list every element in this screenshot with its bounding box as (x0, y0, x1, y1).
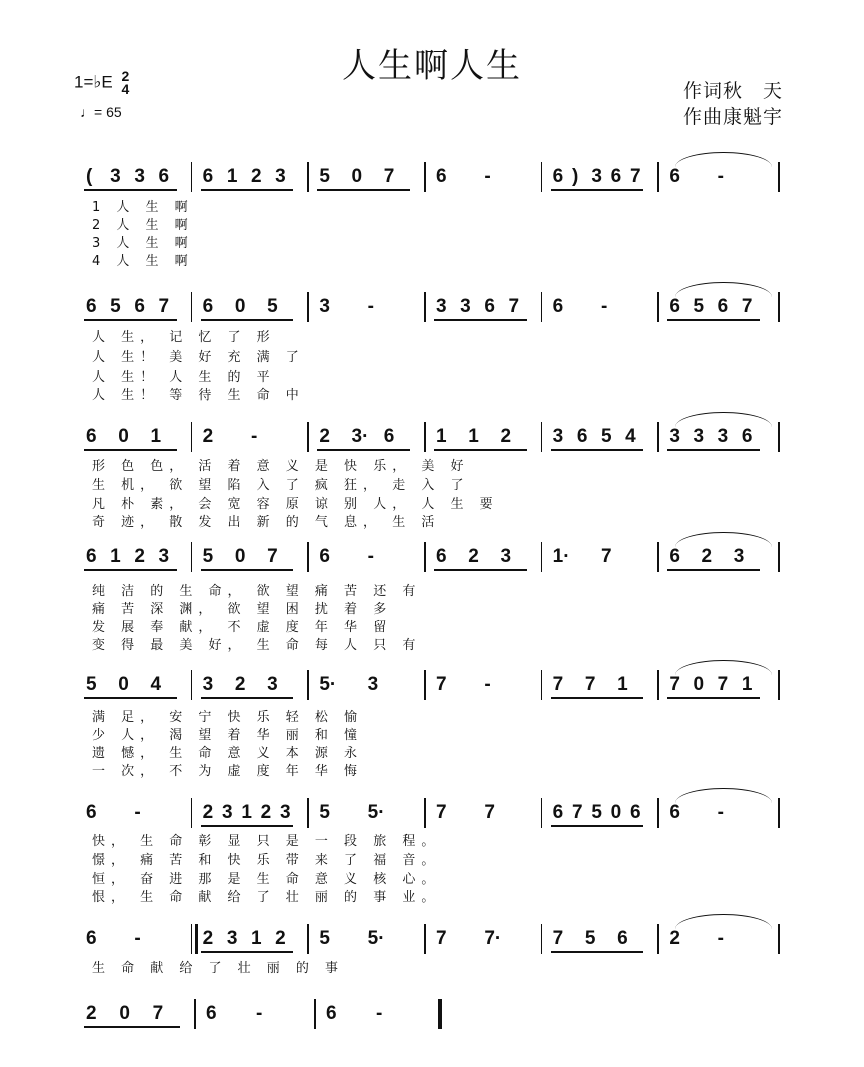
note: 3 (222, 802, 233, 823)
note: 6 (436, 166, 447, 187)
barline (424, 542, 426, 572)
barline (314, 999, 316, 1029)
barline (541, 542, 543, 572)
beam-underline (84, 697, 177, 699)
note: 6 (610, 166, 622, 187)
barline (778, 924, 780, 954)
note: 2 (234, 674, 246, 695)
note: 0 (610, 802, 622, 823)
lyric-line: 恨， 生 命 献 给 了 壮 丽 的 事 业。 (92, 890, 441, 905)
lyric-line: 生 机， 欲 望 陷 入 了 疯 狂， 走 入 了 (92, 478, 470, 493)
note: 6 (552, 296, 564, 317)
barline (657, 422, 659, 452)
note: 3 (267, 674, 278, 695)
beam-underline (201, 697, 294, 699)
note: 3 (693, 426, 705, 447)
note: 6 (552, 166, 564, 187)
score-system (0, 290, 864, 403)
barline (424, 670, 426, 700)
lyric-line: 凡 朴 素， 会 宽 容 原 谅 别 人， 人 生 要 (92, 497, 499, 512)
note: 3 (733, 546, 745, 567)
beam-underline (551, 697, 644, 699)
note: 5 (601, 426, 612, 447)
note: 3 (591, 166, 602, 187)
time-top: 2 (121, 68, 130, 84)
beam-underline (317, 449, 410, 451)
note: 3 (717, 426, 729, 447)
note: 6 (86, 546, 97, 567)
note: 1 (741, 674, 753, 695)
note: 3· (351, 426, 369, 447)
note: 7 (158, 296, 170, 317)
slur (675, 914, 772, 929)
note: 6 (158, 166, 170, 187)
note: 2 (701, 546, 713, 567)
key-signature (74, 70, 129, 96)
note: 5 (319, 802, 330, 823)
beam-underline (551, 951, 644, 953)
note: 5 (86, 674, 97, 695)
note: 7 (630, 166, 641, 187)
barline (307, 542, 309, 572)
note: 5 (267, 296, 278, 317)
barline (778, 542, 780, 572)
time-signature (121, 70, 129, 96)
note: 3 (158, 546, 170, 567)
note: 5 (693, 296, 705, 317)
barline (657, 542, 659, 572)
note: 5 (110, 296, 121, 317)
beam-underline (84, 189, 177, 191)
slur (675, 152, 772, 167)
barline (307, 924, 309, 954)
note: - (251, 426, 258, 447)
barline (657, 798, 659, 828)
repeat-barline (191, 924, 193, 954)
note: ( (86, 166, 93, 187)
lyric-line: 满 足， 安 宁 快 乐 轻 松 愉 (92, 710, 364, 725)
note: 7 (383, 166, 395, 187)
beam-underline (84, 449, 177, 451)
note: 7 (484, 802, 495, 823)
barline (541, 924, 543, 954)
lyric-line: 恒， 奋 进 那 是 生 命 意 义 核 心。 (92, 872, 441, 887)
slur (675, 788, 772, 803)
score-system (0, 997, 864, 1027)
barline (191, 670, 193, 700)
lyric-line: 痛 苦 深 渊， 欲 望 困 扰 着 多 (92, 602, 393, 617)
note: 6 (206, 1003, 217, 1024)
score-system (0, 922, 864, 976)
note: 6 (326, 1003, 337, 1024)
note: 7 (601, 546, 612, 567)
score-system (0, 796, 864, 905)
note: 7 (508, 296, 520, 317)
note: 6 (617, 928, 628, 949)
barline (778, 798, 780, 828)
beam-underline (434, 449, 527, 451)
note: - (484, 674, 491, 695)
barline (307, 670, 309, 700)
note: 1 (251, 928, 262, 949)
note: 2 (500, 426, 512, 447)
lyric-line: 少 人， 渴 望 着 华 丽 和 憧 (92, 728, 364, 743)
note: 2 (202, 928, 214, 949)
note: 1 (436, 426, 447, 447)
barline (307, 422, 309, 452)
beam-underline (667, 697, 760, 699)
note: 7 (572, 802, 583, 823)
note: 5· (367, 928, 385, 949)
note: 3 (460, 296, 471, 317)
note: 6 (202, 166, 214, 187)
note: 1· (552, 546, 570, 567)
lyric-line: 变 得 最 美 好， 生 命 每 人 只 有 (92, 638, 422, 653)
note: 7 (552, 674, 564, 695)
note: 0 (351, 166, 363, 187)
note: 6 (86, 928, 97, 949)
lyric-line: 形 色 色， 活 着 意 义 是 快 乐， 美 好 (92, 459, 470, 474)
final-barline (438, 999, 442, 1029)
note: 7 (584, 674, 596, 695)
note: 7 (152, 1003, 164, 1024)
note: 2 (468, 546, 479, 567)
note: 7 (436, 674, 447, 695)
beam-underline (201, 189, 294, 191)
barline (194, 999, 196, 1029)
barline (778, 292, 780, 322)
beam-underline (84, 569, 177, 571)
note: 3 (226, 928, 238, 949)
note: 3 (500, 546, 512, 567)
lyric-line: 3 人 生 啊 (92, 236, 194, 251)
note: 1 (150, 426, 162, 447)
note: 6 (86, 296, 97, 317)
lyric-line: 人 生！ 人 生 的 平 (92, 370, 276, 385)
slur (675, 660, 772, 675)
slur (675, 282, 772, 297)
note: 7 (669, 674, 680, 695)
note: 1 (241, 802, 252, 823)
note: 3 (134, 166, 145, 187)
barline (424, 292, 426, 322)
beam-underline (84, 319, 177, 321)
barline (307, 162, 309, 192)
slur (675, 412, 772, 427)
lyric-line: 2 人 生 啊 (92, 218, 194, 233)
note: 4 (625, 426, 636, 447)
score-system (0, 668, 864, 779)
barline (191, 798, 193, 828)
note: 5· (319, 674, 337, 695)
note: 4 (150, 674, 162, 695)
lyric-line: 快， 生 命 彰 显 只 是 一 段 旅 程。 (92, 834, 441, 849)
note: 7 (436, 802, 447, 823)
lyric-line: 奇 迹， 散 发 出 新 的 气 息， 生 活 (92, 515, 441, 530)
note: 7· (484, 928, 502, 949)
note: 6 (436, 546, 447, 567)
note: 1 (226, 166, 238, 187)
lyric-line: 4 人 生 啊 (92, 254, 194, 269)
note: 6 (86, 426, 97, 447)
barline (657, 924, 659, 954)
note: - (601, 296, 608, 317)
barline (541, 670, 543, 700)
note: 6 (552, 802, 564, 823)
beam-underline (551, 825, 644, 827)
note: 1 (617, 674, 628, 695)
note: - (484, 166, 491, 187)
beam-underline (434, 569, 527, 571)
lyricist-credit: 作词秋 天 (683, 80, 784, 102)
note: 6 (669, 166, 680, 187)
barline (778, 670, 780, 700)
beam-underline (84, 1026, 180, 1028)
barline (541, 798, 543, 828)
lyric-line: 人 生！ 美 好 充 满 了 (92, 350, 305, 365)
barline (657, 162, 659, 192)
note: - (256, 1003, 263, 1024)
barline (424, 162, 426, 192)
lyric-line: 发 展 奉 献， 不 虚 度 年 华 留 (92, 620, 393, 635)
note: 3 (280, 802, 291, 823)
note: 0 (119, 1003, 130, 1024)
note: 5 (319, 928, 330, 949)
beam-underline (201, 951, 294, 953)
note: 5 (202, 546, 214, 567)
beam-underline (667, 449, 760, 451)
note: 7 (741, 296, 753, 317)
note: 6 (669, 802, 680, 823)
note: 5· (367, 802, 385, 823)
note: - (367, 546, 374, 567)
note: - (717, 928, 724, 949)
barline (424, 924, 426, 954)
slur (675, 532, 772, 547)
note: 2 (251, 166, 262, 187)
beam-underline (201, 825, 294, 827)
barline (541, 422, 543, 452)
note: 3 (275, 166, 286, 187)
note: 6 (383, 426, 395, 447)
note: 7 (436, 928, 447, 949)
note: - (717, 166, 724, 187)
lyric-line: 一 次， 不 为 虚 度 年 华 悔 (92, 764, 364, 779)
note: 2 (134, 546, 145, 567)
note: 2 (202, 426, 214, 447)
barline (778, 422, 780, 452)
score-system (0, 540, 864, 653)
note: 2 (86, 1003, 97, 1024)
beam-underline (201, 319, 294, 321)
barline (778, 162, 780, 192)
note: 6 (202, 296, 214, 317)
note: 0 (693, 674, 705, 695)
note: - (134, 802, 141, 823)
note: 6 (576, 426, 588, 447)
barline (307, 798, 309, 828)
note: 7 (717, 674, 729, 695)
note: 3 (110, 166, 121, 187)
note: 6 (319, 546, 330, 567)
note: - (367, 296, 374, 317)
note: 3 (367, 674, 379, 695)
barline (191, 292, 193, 322)
note: 6 (669, 296, 680, 317)
note: 0 (118, 426, 129, 447)
beam-underline (317, 189, 410, 191)
note: 6 (630, 802, 641, 823)
note: 0 (118, 674, 129, 695)
barline (657, 292, 659, 322)
note: 3 (319, 296, 330, 317)
note: 2 (260, 802, 272, 823)
note: - (134, 928, 141, 949)
beam-underline (434, 319, 527, 321)
lyric-line: 1 人 生 啊 (92, 200, 194, 215)
note: 3 (436, 296, 447, 317)
lyric-line: 生 命 献 给 了 壮 丽 的 事 (92, 961, 345, 976)
barline (424, 422, 426, 452)
note: 5 (319, 166, 330, 187)
repeat-barline (195, 924, 198, 954)
note: 2 (319, 426, 330, 447)
note: 5 (591, 802, 602, 823)
note: 2 (202, 802, 214, 823)
note: 6 (134, 296, 145, 317)
note: - (717, 802, 724, 823)
lyric-line: 遗 憾， 生 命 意 义 本 源 永 (92, 746, 364, 761)
note: 7 (552, 928, 564, 949)
note: 2 (275, 928, 286, 949)
lyric-line: 憬， 痛 苦 和 快 乐 带 来 了 福 音。 (92, 853, 441, 868)
note: 2 (669, 928, 680, 949)
barline (541, 162, 543, 192)
barline (191, 542, 193, 572)
beam-underline (551, 449, 644, 451)
note: 6 (669, 546, 680, 567)
beam-underline (551, 189, 644, 191)
beam-underline (667, 319, 760, 321)
beam-underline (667, 569, 760, 571)
barline (541, 292, 543, 322)
page-title: 人生啊人生 (342, 46, 522, 86)
note: 7 (267, 546, 278, 567)
note: 3 (669, 426, 680, 447)
note: 1 (468, 426, 479, 447)
lyric-line: 人 生！ 等 待 生 命 中 (92, 388, 305, 403)
note: 6 (717, 296, 729, 317)
barline (424, 798, 426, 828)
lyric-line: 人 生， 记 忆 了 形 (92, 330, 276, 345)
key-label: 1=♭E (74, 72, 113, 92)
tempo-marking: ♩= 65 (80, 104, 122, 120)
composer-credit: 作曲康魁宇 (683, 106, 784, 128)
lyric-line: 纯 洁 的 生 命， 欲 望 痛 苦 还 有 (92, 584, 422, 599)
time-bottom: 4 (121, 81, 130, 97)
note: 6 (741, 426, 753, 447)
note: 1 (110, 546, 121, 567)
note: 5 (584, 928, 596, 949)
barline (191, 162, 193, 192)
note: 0 (234, 296, 246, 317)
note: 3 (202, 674, 214, 695)
note: 3 (552, 426, 564, 447)
barline (191, 422, 193, 452)
note: - (376, 1003, 383, 1024)
note: 0 (234, 546, 246, 567)
score-system (0, 420, 864, 530)
barline (657, 670, 659, 700)
note: 6 (86, 802, 97, 823)
barline (307, 292, 309, 322)
beam-underline (201, 569, 294, 571)
note: ) (572, 166, 579, 187)
note: 6 (484, 296, 495, 317)
score-system (0, 160, 864, 269)
